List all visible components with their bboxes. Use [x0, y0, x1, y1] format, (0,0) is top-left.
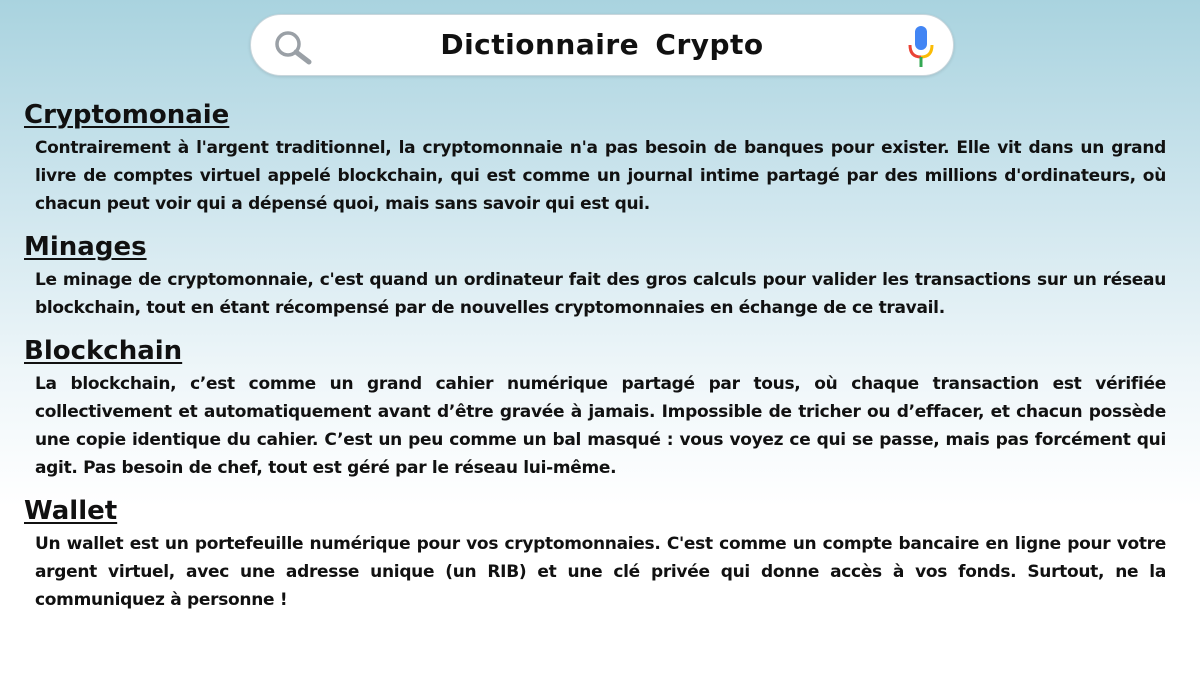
entry-blockchain [24, 332, 1166, 482]
entry-term: Minages [24, 232, 147, 262]
entry-definition: La blockchain, c’est comme un grand cahier numérique partagé par tous, où chaque transaction est vérifiée collectivement et automatiquement avant d’être gravée à jamais. Impossible de tricher ou d’effacer, et chacun possède une copie identique du cahier. C’est un peu comme un bal masqué : vous voyez ce qui se passe, mais pas forcément qui agit. Pas besoin de chef, tout est géré par le réseau lui-même. [35, 374, 1166, 478]
entry-minages [24, 228, 1166, 322]
entry-cryptomonaie [24, 96, 1166, 218]
entry-wallet [24, 492, 1166, 614]
entry-term: Wallet [24, 496, 118, 526]
dictionary-content [24, 96, 1166, 624]
entry-definition: Un wallet est un portefeuille numérique pour vos cryptomonnaies. C'est comme un compte bancaire en ligne pour votre argent virtuel, avec une adresse unique (un RIB) et une clé privée qui donne accès à vos fonds. Surtout, ne la communiquez à personne ! [35, 534, 1166, 610]
entry-definition: Le minage de cryptomonnaie, c'est quand un ordinateur fait des gros calculs pour valider les transactions sur un réseau blockchain, tout en étant récompensé par de nouvelles cryptomonnaies en échange de ce travail. [35, 270, 1166, 318]
mic-icon[interactable] [907, 25, 935, 69]
entry-term: Cryptomonaie [24, 100, 230, 130]
search-title: Dictionnaire Crypto [440, 28, 764, 61]
entry-term: Blockchain [24, 336, 183, 366]
search-bar[interactable] [250, 14, 954, 76]
entry-definition: Contrairement à l'argent traditionnel, la cryptomonnaie n'a pas besoin de banques pour exister. Elle vit dans un grand livre de comptes virtuel appelé blockchain, qui est comme un journal intime partagé par des millions d'ordinateurs, où chacun peut voir qui a dépensé quoi, mais sans savoir qui est qui. [35, 138, 1166, 214]
